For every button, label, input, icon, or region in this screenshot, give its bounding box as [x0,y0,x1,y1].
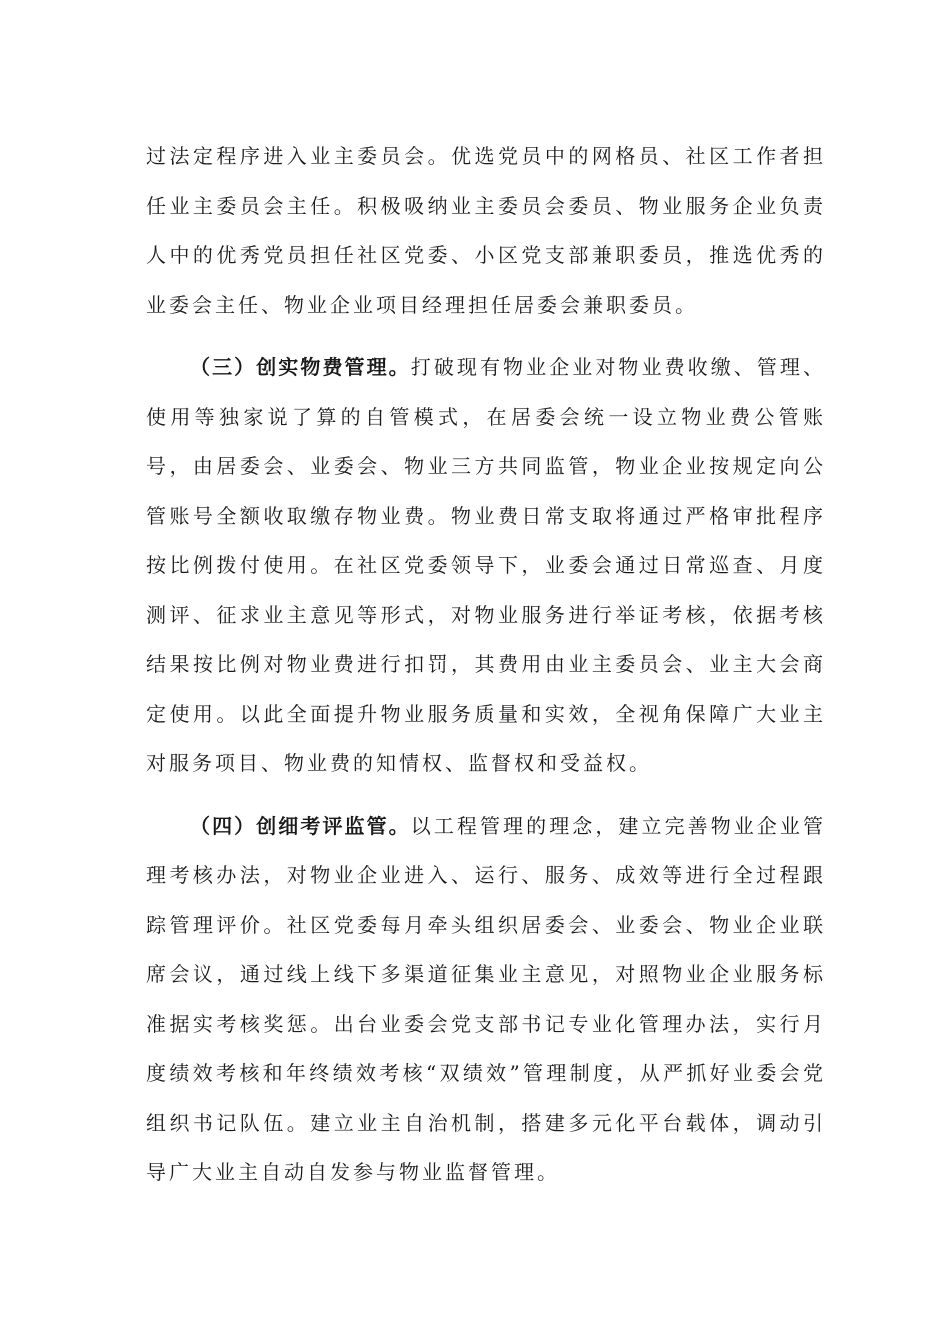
paragraph-2-heading: （三）创实物费管理。 [190,355,411,379]
paragraph-2-text: 打破现有物业企业对物业费收缴、管理、使用等独家说了算的自管模式，在居委会统一设立物业费公管账号，由居委会、业委会、物业三方共同监管，物业企业按规定向公管账号全额收取缴存物业费。物业费日常支取将通过严格审批程序按比例拨付使用。在社区党委领导下，业委会通过日常巡查、月度测评、征求业主意见等形式，对物业服务进行举证考核，依据考核结果按比例对物业费进行扣罚，其费用由业主委员会、业主大会商定使用。以此全面提升物业服务质量和实效，全视角保障广大业主对服务项目、物业费的知情权、监督权和受益权。 [146,355,827,775]
paragraph-1-text: 过法定程序进入业主委员会。优选党员中的网格员、社区工作者担任业主委员会主任。积极吸纳业主委员会委员、物业服务企业负责人中的优秀党员担任社区党委、小区党支部兼职委员，推选优秀的业委会主任、物业企业项目经理担任居委会兼职委员。 [146,144,826,317]
paragraph-2 [146,343,826,789]
document-body [146,132,826,1198]
paragraph-3-text: 以工程管理的理念，建立完善物业企业管理考核办法，对物业企业进入、运行、服务、成效等进行全过程跟踪管理评价。社区党委每月牵头组织居委会、业委会、物业企业联席会议，通过线上线下多渠道征集业主意见，对照物业企业服务标准据实考核奖惩。出台业委会党支部书记专业化管理办法，实行月度绩效考核和年终绩效考核“双绩效”管理制度，从严抓好业委会党组织书记队伍。建立业主自治机制，搭建多元化平台载体，调动引导广大业主自动自发参与物业监督管理。 [146,813,827,1184]
paragraph-3 [146,802,826,1198]
paragraph-1 [146,132,826,330]
paragraph-3-heading: （四）创细考评监管。 [190,813,411,838]
